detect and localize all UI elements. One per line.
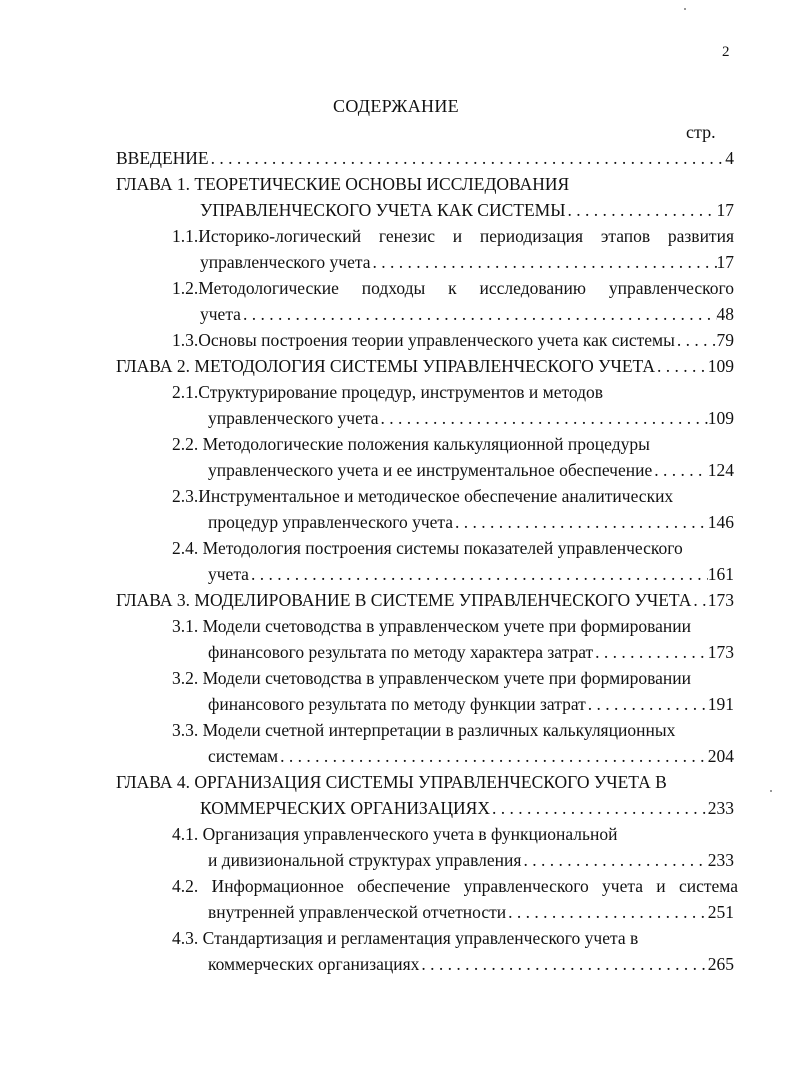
toc-line — [208, 459, 734, 483]
toc-page-number: 233 — [707, 798, 734, 818]
toc-line — [116, 589, 734, 613]
toc-dot-leader — [675, 329, 717, 351]
toc-page-number: 251 — [707, 902, 734, 922]
toc-line — [200, 251, 734, 275]
toc-dot-leader — [655, 355, 708, 377]
toc-line — [172, 823, 734, 847]
toc-page-number: 265 — [707, 954, 734, 974]
toc-page-number: 161 — [707, 564, 734, 584]
scan-speck — [770, 790, 772, 792]
toc-dot-leader — [419, 953, 707, 975]
toc-entry-text: 3.2. Модели счетоводства в управленческом учете при формировании — [172, 668, 691, 688]
toc-line — [200, 199, 734, 223]
toc-page-number: 109 — [707, 356, 734, 376]
toc-entry-text: и дивизиональной структурах управления — [208, 850, 522, 870]
toc-dot-leader — [691, 589, 707, 611]
toc-entry-text: учета — [200, 304, 241, 324]
toc-dot-leader — [506, 901, 708, 923]
toc-line — [172, 615, 734, 639]
toc-line — [172, 667, 734, 691]
toc-entry-text: управленческого учета и ее инструментальное обеспечение — [208, 460, 653, 480]
toc-line — [200, 303, 734, 327]
toc-entry-text: финансового результата по методу функции затрат — [208, 694, 586, 714]
toc-dot-leader — [566, 199, 717, 221]
toc-line — [172, 875, 738, 899]
toc-page-number: 146 — [707, 512, 734, 532]
toc-line — [116, 173, 734, 197]
toc-dot-leader — [370, 251, 716, 273]
toc-line — [200, 797, 734, 821]
toc-line — [172, 277, 734, 301]
toc-dot-leader — [652, 459, 708, 481]
toc-entry-text: 1.1.Историко-логический генезис и периодизация этапов развития — [172, 226, 734, 246]
toc-entry-text: 3.3. Модели счетной интерпретации в различных калькуляционных — [172, 720, 676, 740]
toc-entry-text: управленческого учета — [208, 408, 379, 428]
toc-entry-text: ГЛАВА 3. МОДЕЛИРОВАНИЕ В СИСТЕМЕ УПРАВЛЕНЧЕСКОГО УЧЕТА — [116, 590, 692, 610]
toc-entry-text: 2.3.Инструментальное и методическое обеспечение аналитических — [172, 486, 674, 506]
toc-entry-text: 4.3. Стандартизация и регламентация управленческого учета в — [172, 928, 639, 948]
toc-entry-text: коммерческих организациях — [208, 954, 420, 974]
toc-page-number: 191 — [707, 694, 734, 714]
toc-entry-text: ВВЕДЕНИЕ — [116, 148, 209, 168]
toc-dot-leader — [249, 563, 708, 585]
page-column-label: стр. — [686, 122, 716, 142]
toc-page-number: 173 — [707, 590, 734, 610]
toc-dot-leader — [278, 745, 708, 767]
toc-page-number: 109 — [707, 408, 734, 428]
page-number: 2 — [722, 44, 730, 60]
toc-page-number: 233 — [707, 850, 734, 870]
toc-page-number: 4 — [725, 148, 734, 168]
toc-entry-text: внутренней управленческой отчетности — [208, 902, 507, 922]
toc-line — [208, 407, 734, 431]
toc-entry-text: 1.3.Основы построения теории управленческого учета как системы — [172, 330, 675, 350]
toc-entry-text: УПРАВЛЕНЧЕСКОГО УЧЕТА КАК СИСТЕМЫ — [200, 200, 566, 220]
toc-dot-leader — [378, 407, 707, 429]
toc-dot-leader — [241, 303, 717, 325]
toc-entry-text: учета — [208, 564, 249, 584]
toc-line — [172, 433, 734, 457]
toc-entry-text: 2.2. Методологические положения калькуляционной процедуры — [172, 434, 650, 454]
toc-line — [172, 225, 734, 249]
toc-entry-text: процедур управленческого учета — [208, 512, 454, 532]
toc-line — [208, 511, 734, 535]
toc-page-number: 124 — [707, 460, 734, 480]
toc-line — [208, 745, 734, 769]
toc-entry-text: 4.2. Информационное обеспечение управленческого учета и система — [172, 876, 738, 896]
toc-dot-leader — [593, 641, 708, 663]
toc-line — [208, 693, 734, 717]
toc-entry-text: КОММЕРЧЕСКИХ ОРГАНИЗАЦИЯХ — [200, 798, 490, 818]
toc-page-number: 204 — [707, 746, 734, 766]
toc-page-number: 17 — [716, 200, 734, 220]
toc-entry-text: 2.4. Методология построения системы показателей управленческого — [172, 538, 683, 558]
page-title: СОДЕРЖАНИЕ — [333, 96, 459, 116]
toc-entry-text: финансового результата по методу характера затрат — [208, 642, 594, 662]
scan-speck — [684, 8, 686, 10]
toc-page-number: 173 — [707, 642, 734, 662]
toc-line — [172, 485, 734, 509]
toc-dot-leader — [490, 797, 708, 819]
toc-line — [208, 563, 734, 587]
toc-line — [172, 537, 734, 561]
toc-line — [172, 927, 734, 951]
toc-entry-text: ГЛАВА 4. ОРГАНИЗАЦИЯ СИСТЕМЫ УПРАВЛЕНЧЕСКОГО УЧЕТА В — [116, 772, 667, 792]
toc-entry-text: 4.1. Организация управленческого учета в функциональной — [172, 824, 618, 844]
toc-entry-text: управленческого учета — [200, 252, 371, 272]
toc-line — [116, 355, 734, 379]
toc-page-number: 79 — [716, 330, 734, 350]
toc-line — [172, 381, 734, 405]
toc-line — [116, 147, 734, 171]
toc-page-number: 17 — [716, 252, 734, 272]
toc-entry-text: системам — [208, 746, 279, 766]
toc-entry-text: 2.1.Структурирование процедур, инструментов и методов — [172, 382, 604, 402]
toc-entry-text: ГЛАВА 2. МЕТОДОЛОГИЯ СИСТЕМЫ УПРАВЛЕНЧЕСКОГО УЧЕТА — [116, 356, 656, 376]
toc-line — [208, 953, 734, 977]
toc-page-number: 48 — [716, 304, 734, 324]
toc-dot-leader — [521, 849, 707, 871]
toc-line — [116, 771, 734, 795]
toc-line — [208, 901, 734, 925]
toc-line — [208, 641, 734, 665]
toc-entry-text: ГЛАВА 1. ТЕОРЕТИЧЕСКИЕ ОСНОВЫ ИССЛЕДОВАНИЯ — [116, 174, 570, 194]
toc-line — [172, 719, 734, 743]
toc-line — [172, 329, 734, 353]
toc-dot-leader — [586, 693, 708, 715]
toc-dot-leader — [453, 511, 708, 533]
toc-line — [208, 849, 734, 873]
toc-entry-text: 1.2.Методологические подходы к исследованию управленческого — [172, 278, 734, 298]
toc-dot-leader — [209, 147, 726, 169]
toc-entry-text: 3.1. Модели счетоводства в управленческом учете при формировании — [172, 616, 691, 636]
